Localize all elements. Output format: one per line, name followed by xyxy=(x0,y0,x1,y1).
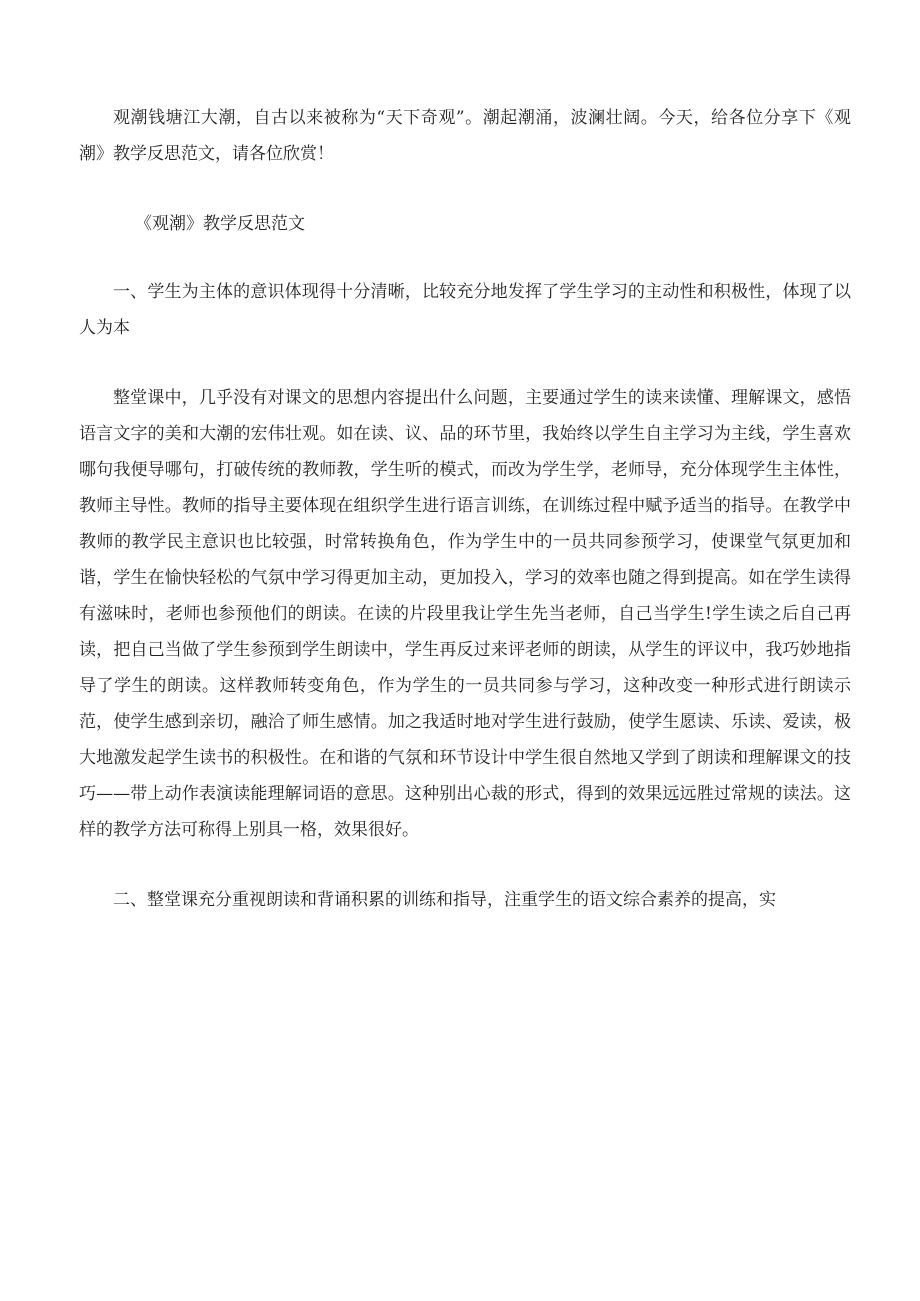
intro-paragraph: 观潮钱塘江大潮，自古以来被称为“天下奇观”。潮起潮涌，波澜壮阔。今天，给各位分享下《观潮》教学反思范文，请各位欣赏！ xyxy=(79,108,851,164)
document-title: 《观潮》教学反思范文 xyxy=(135,214,305,234)
section-1-body: 整堂课中，几乎没有对课文的思想内容提出什么问题，主要通过学生的读来读懂、理解课文，感悟语言文字的美和大潮的宏伟壮观。如在读、议、品的环节里，我始终以学生自主学习为主线，学生喜欢哪句我便导哪句，打破传统的教师教，学生听的模式，而改为学生学，老师导，充分体现学生主体性，教师主导性。教师的指导主要体现在组织学生进行语言训练，在训练过程中赋予适当的指导。在教学中教师的教学民主意识也比较强，时常转换角色，作为学生中的一员共同参预学习，使课堂气氛更加和谐，学生在愉快轻松的气氛中学习得更加主动，更加投入，学习的效率也随之得到提高。如在学生读得有滋味时，老师也参预他们的朗读。在读的片段里我让学生先当老师，自己当学生!学生读之后自己再读，把自己当做了学生参预到学生朗读中，学生再反过来评老师的朗读，从学生的评议中，我巧妙地指导了学生的朗读。这样教师转变角色，作为学生的一员共同参与学习，这种改变一种形式进行朗读示范，使学生感到亲切，融洽了师生感情。加之我适时地对学生进行鼓励，使学生愿读、乐读、爱读，极大地激发起学生读书的积极性。在和谐的气氛和环节设计中学生很自然地又学到了朗读和理解课文的技巧——带上动作表演读能理解词语的意思。这种别出心裁的形式，得到的效果远远胜过常规的读法。这样的教学方法可称得上别具一格，效果很好。 xyxy=(79,388,851,840)
document-body xyxy=(79,100,851,952)
section-1-heading: 一、学生为主体的意识体现得十分清晰，比较充分地发挥了学生学习的主动性和积极性，体现了以人为本 xyxy=(79,282,851,338)
section-2-heading: 二、整堂课充分重视朗读和背诵积累的训练和指导，注重学生的语文综合素养的提高，实 xyxy=(113,890,776,910)
